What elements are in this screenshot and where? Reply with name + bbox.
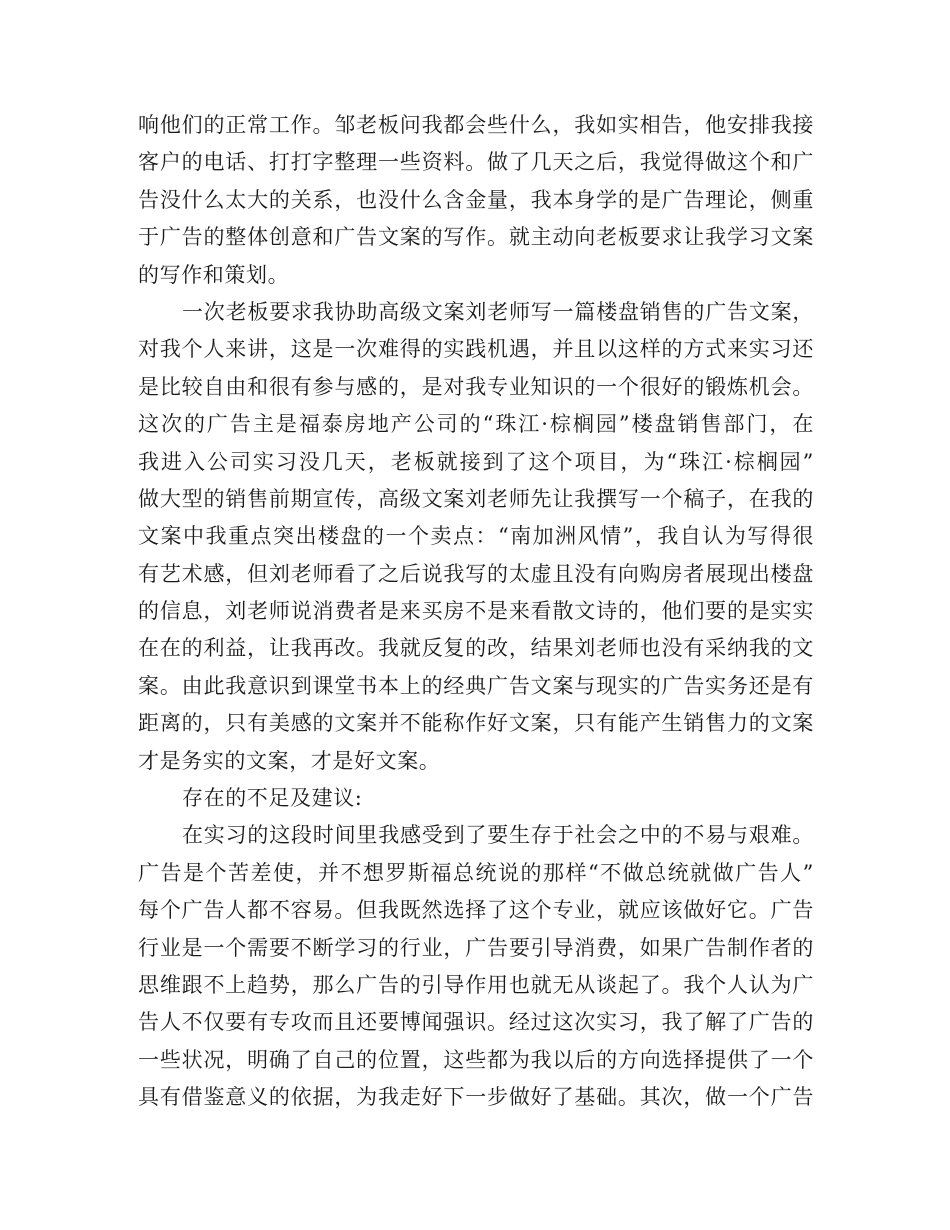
- text-line: 的信息，刘老师说消费者是来买房不是来看散文诗的，他们要的是实实: [138, 599, 814, 624]
- text-line: 在实习的这段时间里我感受到了要生存于社会之中的不易与艰难。: [182, 823, 814, 848]
- text-line: 客户的电话、打打字整理一些资料。做了几天之后，我觉得做这个和广: [138, 150, 814, 175]
- text-line: 思维跟不上趋势，那么广告的引导作用也就无从谈起了。我个人认为广: [138, 972, 814, 997]
- text-line: 每个广告人都不容易。但我既然选择了这个专业，就应该做好它。广告: [138, 898, 814, 923]
- text-line: 案。由此我意识到课堂书本上的经典广告文案与现实的广告实务还是有: [138, 673, 814, 698]
- document-page: [138, 107, 814, 1117]
- text-line: 在在的利益，让我再改。我就反复的改，结果刘老师也没有采纳我的文: [138, 636, 814, 661]
- text-line: 做大型的销售前期宣传，高级文案刘老师先让我撰写一个稿子，在我的: [138, 486, 814, 511]
- text-line: 告没什么太大的关系，也没什么含金量，我本身学的是广告理论，侧重: [138, 187, 814, 212]
- text-line: 于广告的整体创意和广告文案的写作。就主动向老板要求让我学习文案: [138, 225, 814, 250]
- text-line: 一次老板要求我协助高级文案刘老师写一篇楼盘销售的广告文案，: [182, 299, 814, 324]
- text-line: 对我个人来讲，这是一次难得的实践机遇，并且以这样的方式来实习还: [138, 337, 814, 362]
- text-line: 行业是一个需要不断学习的行业，广告要引导消费，如果广告制作者的: [138, 935, 814, 960]
- text-line: 才是务实的文案，才是好文案。: [138, 748, 441, 773]
- text-line: 我进入公司实习没几天，老板就接到了这个项目，为“珠江·棕榈园”: [138, 449, 814, 474]
- text-line: 的写作和策划。: [138, 262, 290, 287]
- text-line: 存在的不足及建议:: [182, 786, 363, 811]
- text-line: 距离的，只有美感的文案并不能称作好文案，只有能产生销售力的文案: [138, 711, 814, 736]
- text-line: 响他们的正常工作。邹老板问我都会些什么，我如实相告，他安排我接: [138, 113, 814, 137]
- text-line: 文案中我重点突出楼盘的一个卖点：“南加洲风情”，我自认为写得很: [138, 524, 814, 549]
- text-line: 这次的广告主是福泰房地产公司的“珠江·棕榈园”楼盘销售部门，在: [138, 412, 814, 437]
- text-line: 是比较自由和很有参与感的，是对我专业知识的一个很好的锻炼机会。: [138, 374, 814, 399]
- text-line: 有艺术感，但刘老师看了之后说我写的太虚且没有向购房者展现出楼盘: [138, 561, 814, 586]
- text-line: 一些状况，明确了自己的位置，这些都为我以后的方向选择提供了一个: [138, 1047, 814, 1072]
- text-line: 具有借鉴意义的依据，为我走好下一步做好了基础。其次，做一个广告: [138, 1085, 814, 1110]
- text-line: 广告是个苦差使，并不想罗斯福总统说的那样“不做总统就做广告人”: [138, 860, 814, 885]
- text-line: 告人不仅要有专攻而且还要博闻强识。经过这次实习，我了解了广告的: [138, 1010, 814, 1035]
